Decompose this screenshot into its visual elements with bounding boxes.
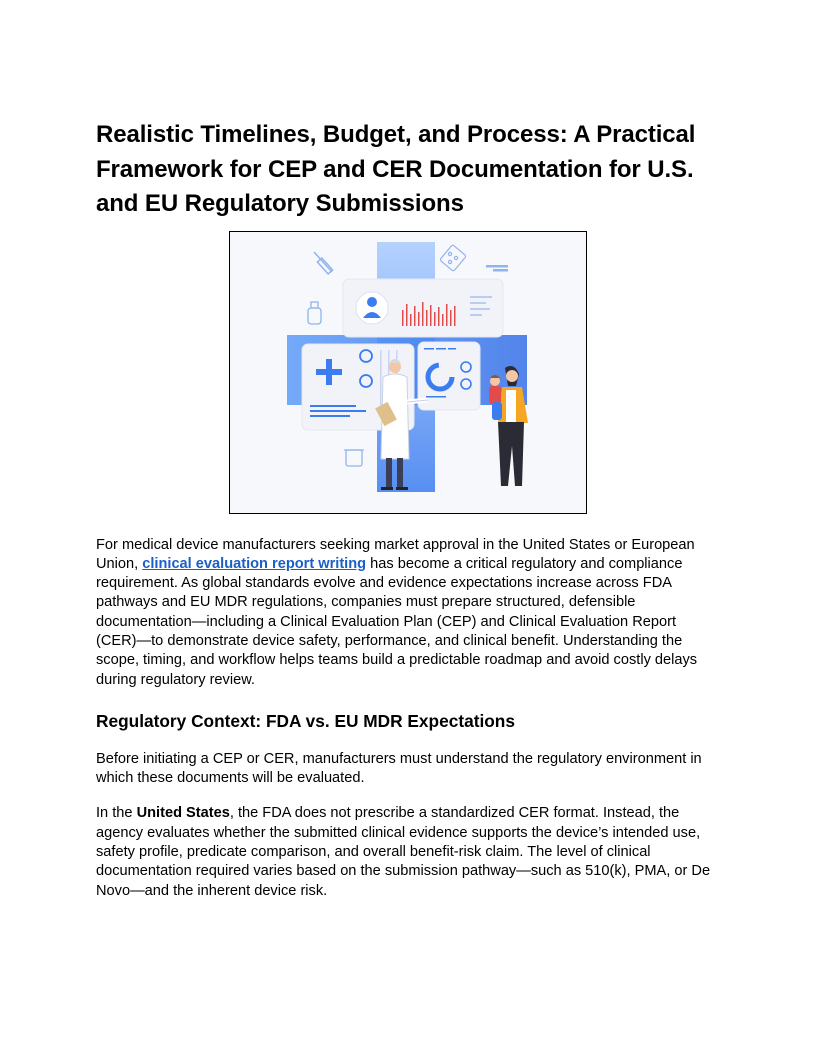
us-text-end: , the FDA does not prescribe a standardized CER format. Instead, the agency evaluates whether the submitted clinical evidence supports the device’s intended use, safety profile, predicate comparison, and overall benefit-risk claim. The level of clinical documentation required varies based on the submission pathway—such as 510(k), PMA, or De Novo—and the inherent device risk. [96, 805, 711, 899]
intro-text-start: For medical device manufacturers seeking market approval in the United States or European Union, [96, 536, 695, 572]
article-title: Realistic Timelines, Budget, and Process: A Practical Framework for CEP and CER Documentation for U.S. and EU Regulatory Submissions [96, 121, 696, 217]
paragraph-united-states [96, 804, 720, 900]
profile-chart-panel [343, 279, 503, 337]
medical-illustration [229, 231, 587, 514]
document-page [96, 118, 720, 901]
section-heading: Regulatory Context: FDA vs. EU MDR Expectations [96, 710, 515, 731]
paragraph-regulatory-environment: Before initiating a CEP or CER, manufacturers must understand the regulatory environment in which these documents will be evaluated. [96, 750, 702, 787]
intro-text-end: has become a critical regulatory and compliance requirement. As global standards evolve and evidence expectations increase across FDA pathways and EU MDR regulations, companies must prepare structured, defensible documentation—including a Clinical Evaluation Plan (CEP) and Clinical Evaluation Report (CER)—to demonstrate device safety, performance, and clinical benefit. Understanding the scope, timing, and workflow helps teams build a predictable roadmap and avoid costly delays during regulatory review. [96, 555, 698, 688]
intro-paragraph [96, 536, 720, 690]
us-text-start: In the [96, 805, 137, 822]
clinical-evaluation-link[interactable]: clinical evaluation report writing [142, 555, 367, 572]
us-bold-term: United States [136, 805, 230, 822]
illustration-svg [230, 232, 586, 513]
